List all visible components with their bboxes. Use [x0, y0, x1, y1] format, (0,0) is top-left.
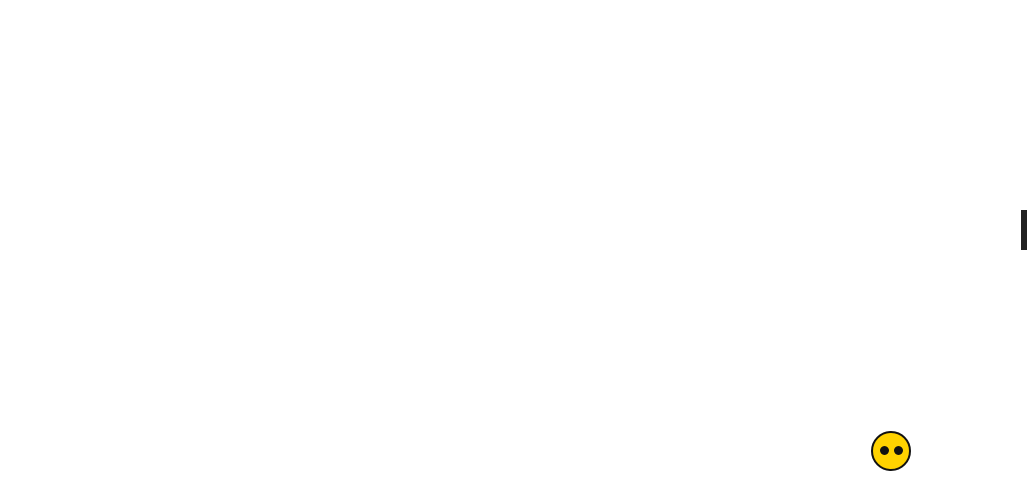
mascot-eye-icon	[880, 446, 889, 455]
site-logo	[871, 425, 1021, 477]
mascot-face-icon	[871, 431, 911, 471]
mascot-eye-icon	[894, 446, 903, 455]
scrollbar-thumb[interactable]	[1021, 210, 1027, 250]
